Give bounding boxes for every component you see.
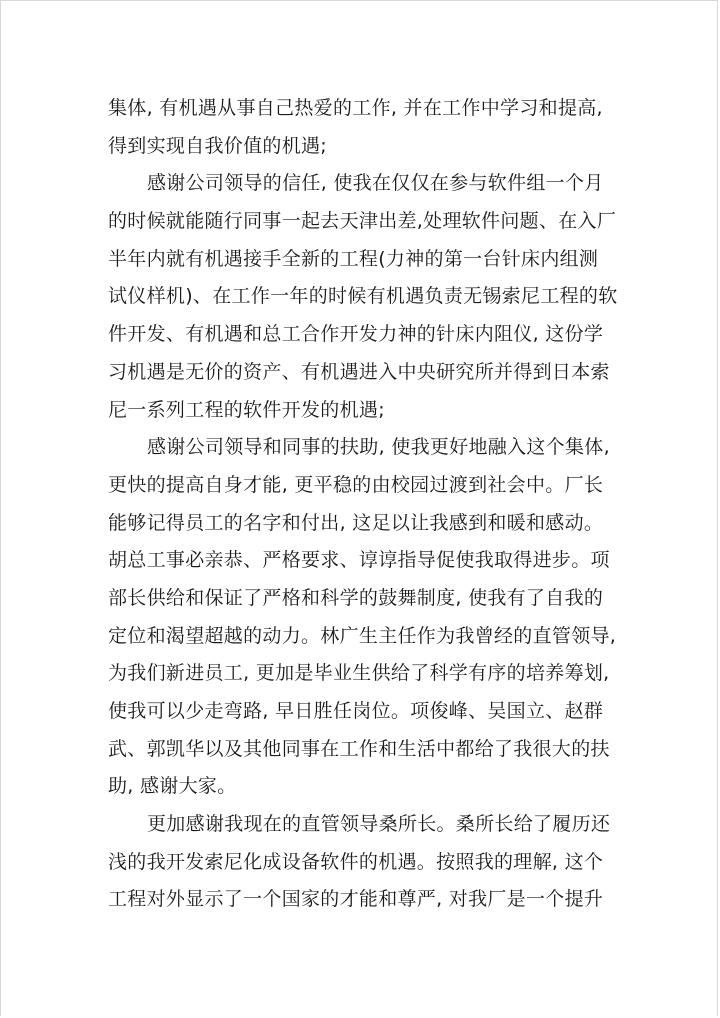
text-line: 集体, 有机遇从事自己热爱的工作, 并在工作中学习和提高,: [108, 97, 603, 119]
text-line: 工程对外显示了一个国家的才能和尊严, 对我厂是一个提升: [108, 888, 604, 911]
text-line: 更快的提高自身才能, 更平稳的由校园过渡到社会中。厂长: [108, 473, 604, 496]
text-line: 武、郭凯华以及其他同事在工作和生活中都给了我很大的扶: [108, 737, 610, 760]
document-body: [108, 90, 618, 919]
text-line: 更加感谢我现在的直管领导桑所长。桑所长给了履历还: [147, 813, 611, 836]
text-line: 半年内就有机遇接手全新的工程(力神的第一台针床内组测: [108, 247, 599, 270]
text-line: 件开发、有机遇和总工合作开发力神的针床内阻仪, 这份学: [108, 323, 604, 346]
text-line: 定位和渴望超越的动力。林广生主任作为我曾经的直管领导,: [108, 624, 617, 647]
text-line: 的时候就能随行同事一起去天津出差,处理软件问题、在入厂: [108, 210, 617, 233]
text-line: 感谢公司领导和同事的扶助, 使我更好地融入这个集体,: [147, 436, 610, 459]
text-line: 尼一系列工程的软件开发的机遇;: [108, 398, 385, 421]
text-line: 得到实现自我价值的机遇;: [108, 134, 328, 157]
text-line: 感谢公司领导的信任, 使我在仅仅在参与软件组一个月: [147, 172, 604, 195]
text-line: 部长供给和保证了严格和科学的鼓舞制度, 使我有了自我的: [108, 586, 604, 609]
text-line: 试仪样机)、在工作一年的时候有机遇负责无锡索尼工程的软: [108, 285, 618, 308]
text-line: 助, 感谢大家。: [108, 775, 237, 798]
text-line: 胡总工事必亲恭、严格要求、谆谆指导促使我取得进步。项: [108, 549, 610, 572]
text-line: 浅的我开发索尼化成设备软件的机遇。按照我的理解, 这个: [108, 850, 604, 873]
text-line: 使我可以少走弯路, 早日胜任岗位。项俊峰、吴国立、赵群: [108, 700, 604, 722]
text-line: 习机遇是无价的资产、有机遇进入中央研究所并得到日本索: [108, 360, 610, 383]
text-line: 能够记得员工的名字和付出, 这足以让我感到和暖和感动。: [108, 511, 604, 534]
text-line: 为我们新进员工, 更加是毕业生供给了科学有序的培养筹划,: [108, 662, 610, 685]
